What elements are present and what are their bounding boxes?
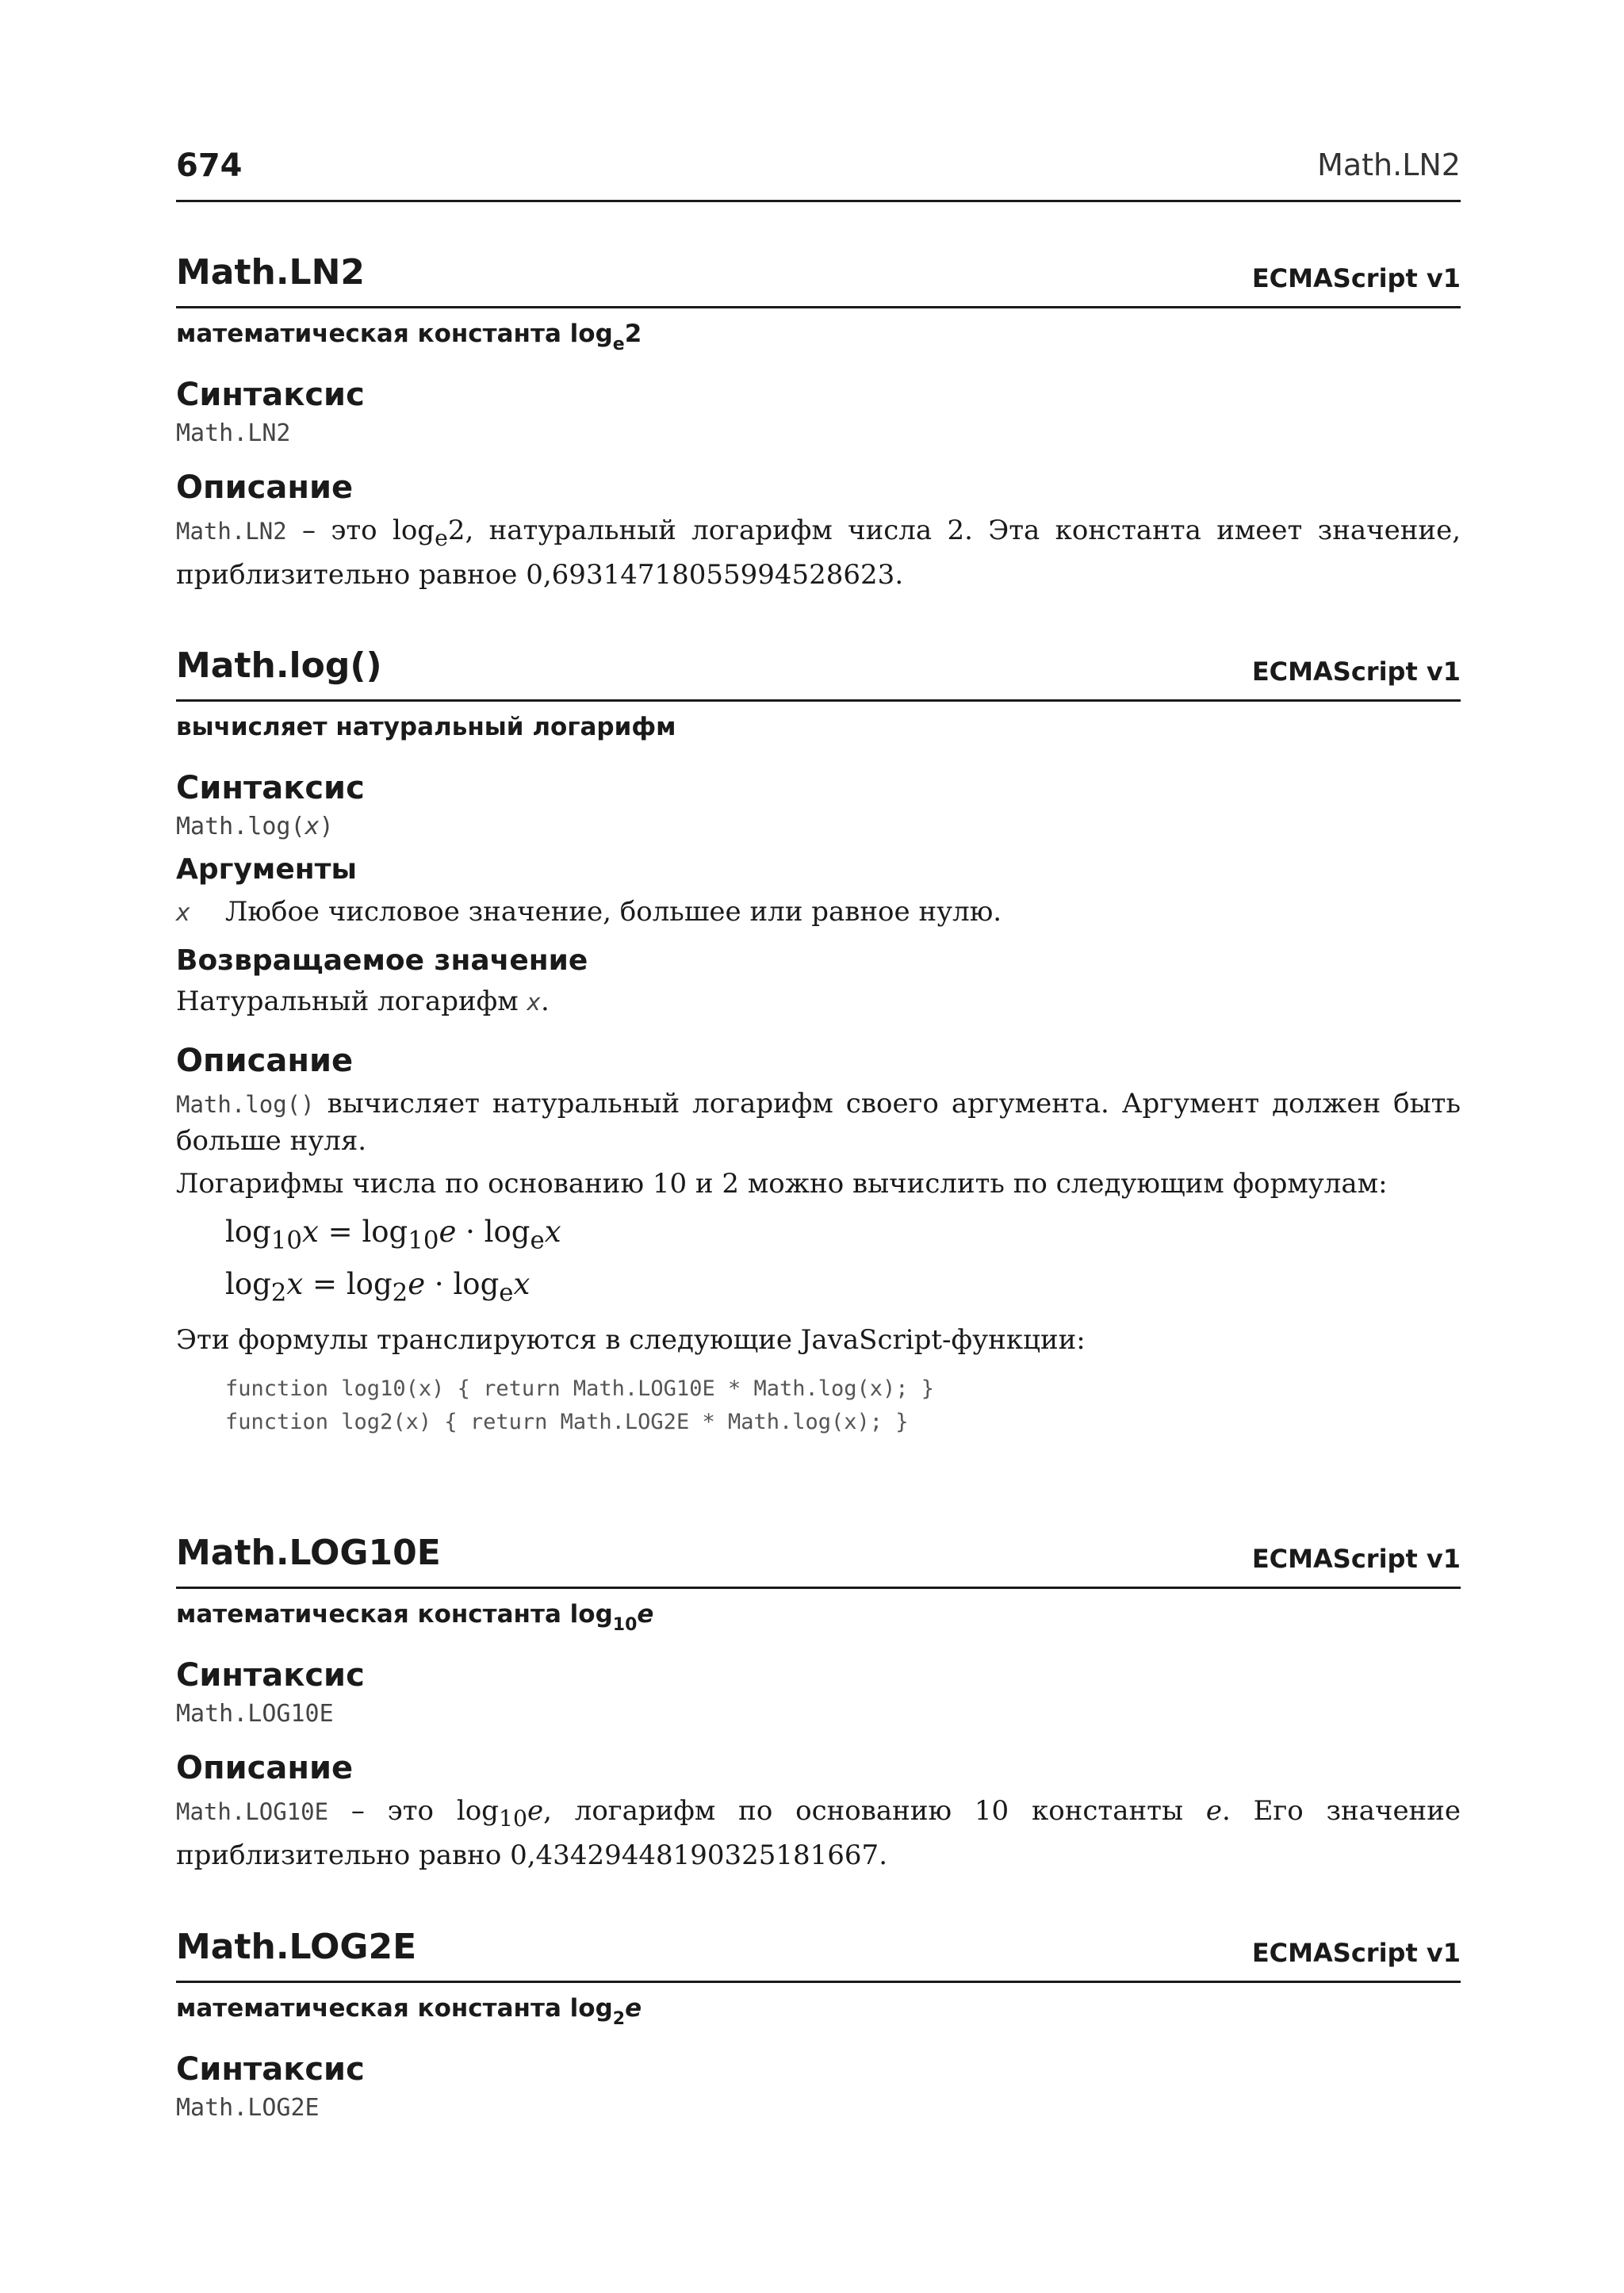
entry-title: Math.LOG2E [176, 1927, 417, 1967]
entry-header [176, 1927, 1461, 1983]
formula-log10: $\log_{10}x = \log_{10}e \cdot \log_ex$ $\log_2x = \log_2e \cdot \log_ex$ [225, 1210, 1461, 1315]
version-badge: ECMAScript v1 [1251, 1938, 1461, 1968]
translate-text: Эти формулы транслируются в следующие JavaScript-функции: [176, 1323, 1086, 1356]
running-header [176, 147, 1461, 202]
argument-row [176, 894, 1461, 932]
entry-math-log [176, 645, 1461, 1439]
entry-summary: вычисляет натуральный логарифм [176, 713, 676, 741]
description-text: Math.LN2 – это $\log_e2$, натуральный логарифм числа 2. Эта константа имеет значение, приблизительно равное 0,69314718055994528623. [176, 515, 1461, 591]
entry-title: Math.log() [176, 645, 382, 686]
syntax-heading: Синтаксис [176, 2051, 365, 2088]
entry-summary: математическая константа $\log_e2$ [176, 320, 642, 354]
syntax-code: Math.LN2 [176, 419, 291, 447]
code-line: function log2(x) { return Math.LOG2E * Math.log(x); } [225, 1409, 909, 1434]
description-text: Math.LOG10E – это $\log_{10}e$, логарифм по основанию 10 константы e. Его значение приблизительно равно 0,43429448190325181667. [176, 1795, 1461, 1871]
entry-title: Math.LN2 [176, 252, 366, 293]
entry-math-log10e [176, 1533, 1461, 1874]
description-text: Math.log() вычисляет натуральный логарифм своего аргумента. Аргумент должен быть больше нуля. [176, 1088, 1461, 1157]
return-heading: Возвращаемое значение [176, 944, 588, 977]
code-block [225, 1372, 1461, 1439]
description-heading: Описание [176, 1750, 354, 1786]
return-text: Натуральный логарифм x. [176, 986, 550, 1017]
argument-text: Любое числовое значение, большее или равное нулю. [225, 896, 1002, 928]
description-heading: Описание [176, 469, 354, 506]
description-heading: Описание [176, 1043, 354, 1079]
version-badge: ECMAScript v1 [1251, 1544, 1461, 1574]
syntax-code: Math.LOG2E [176, 2094, 320, 2122]
entry-summary: математическая константа $\log_{10}e$ [176, 1600, 654, 1635]
version-badge: ECMAScript v1 [1251, 263, 1461, 293]
syntax-heading: Синтаксис [176, 1657, 365, 1694]
running-title: Math.LN2 [1317, 147, 1461, 182]
version-badge: ECMAScript v1 [1251, 657, 1461, 687]
entry-header [176, 252, 1461, 308]
page-number: 674 [176, 147, 243, 184]
syntax-heading: Синтаксис [176, 770, 365, 806]
entry-math-ln2 [176, 252, 1461, 593]
entry-header [176, 645, 1461, 702]
entry-header [176, 1533, 1461, 1589]
arguments-heading: Аргументы [176, 853, 358, 886]
syntax-code: Math.log(x) [176, 813, 334, 840]
entry-summary: математическая константа $\log_2e$ [176, 1994, 642, 2029]
entry-math-log2e [176, 1927, 1461, 2122]
entry-title: Math.LOG10E [176, 1533, 441, 1573]
argument-name: x [176, 899, 191, 927]
syntax-heading: Синтаксис [176, 377, 365, 413]
syntax-code: Math.LOG10E [176, 1700, 334, 1728]
code-line: function log10(x) { return Math.LOG10E * Math.log(x); } [225, 1376, 935, 1401]
formulas-intro: Логарифмы числа по основанию 10 и 2 можно вычислить по следующим формулам: [176, 1168, 1388, 1200]
formula-log2: $\log_2x = \log_2e \cdot \log_ex$ [225, 1267, 530, 1307]
